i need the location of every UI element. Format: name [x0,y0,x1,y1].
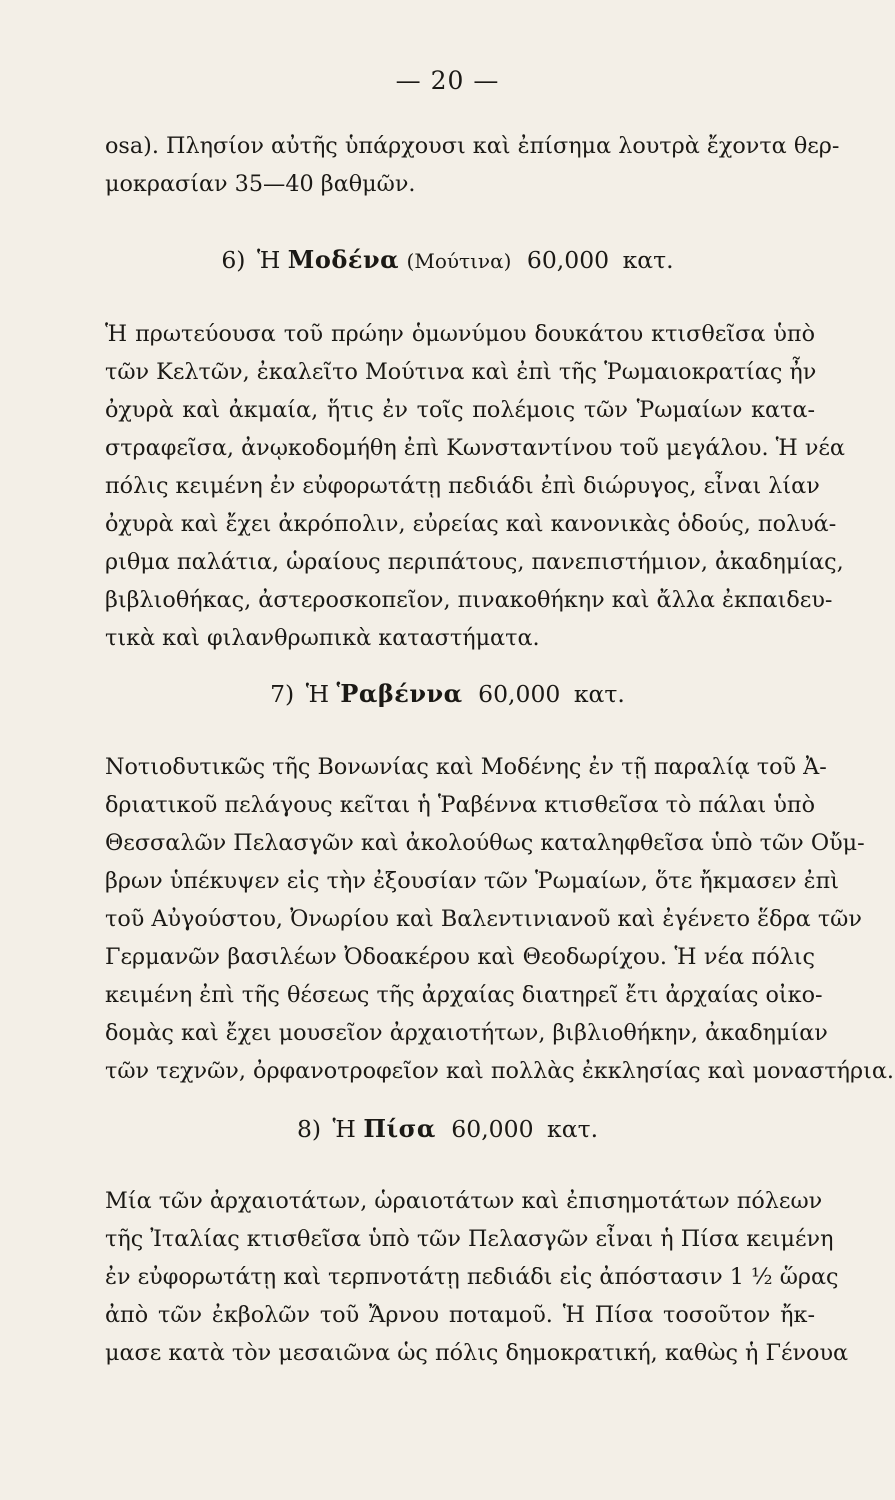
text-line: στραφεῖσα, ἀνῳκοδομήθη ἐπὶ Κωνσταντίνου τοῦ μεγάλου. Ἡ νέα [105,435,845,461]
population-unit: κατ. [573,680,625,708]
text-line: ριθμα παλάτια, ὡραίους περιπάτους, πανεπιστήμιον, ἀκαδημίας, [105,549,844,575]
paragraph-pisa [105,1182,849,1372]
text-line: Ἡ πρωτεύουσα τοῦ πρώην ὁμωνύμου δουκάτου κτισθεῖσα ὑπὸ [105,321,815,347]
text-line: πόλις κειμένη ἐν εὐφορωτάτῃ πεδιάδι ἐπὶ διώρυγος, εἶναι λίαν [105,473,820,499]
text-line: τῆς Ἰταλίας κτισθεῖσα ὑπὸ τῶν Πελασγῶν εἶναι ἡ Πίσα κειμένη [105,1226,834,1252]
intro-paragraph [105,127,840,203]
text-line: Μία τῶν ἀρχαιοτάτων, ὡραιοτάτων καὶ ἐπισημοτάτων πόλεων [105,1188,823,1214]
text-line: μασε κατὰ τὸν μεσαιῶνα ὡς πόλις δημοκρατική, καθὼς ἡ Γένουα [105,1340,849,1366]
section-article: Ἡ [332,1115,356,1143]
text-line: Γερμανῶν βασιλέων Ὀδοακέρου καὶ Θεοδωρίχου. Ἡ νέα πόλις [105,944,815,970]
text-line: Νοτιοδυτικῶς τῆς Βονωνίας καὶ Μοδένης ἐν τῇ παραλίᾳ τοῦ Ἀ- [105,754,827,780]
text-line: βιβλιοθήκας, ἀστεροσκοπεῖον, πινακοθήκην καὶ ἄλλα ἐκπαιδευ- [105,587,833,613]
paragraph-modena [105,315,845,657]
section-article: Ἡ [305,680,330,708]
city-name: Μοδένα [287,245,400,274]
population: 60,000 [478,680,561,708]
text-line: μοκρασίαν 35—40 βαθμῶν. [105,171,416,197]
text-line: τικὰ καὶ φιλανθρωπικὰ καταστήματα. [105,625,540,651]
section-article: Ἡ [256,246,281,274]
section-number: 7) [270,680,295,708]
text-line: βρων ὑπέκυψεν εἰς τὴν ἐξουσίαν τῶν Ῥωμαίων, ὅτε ἤκμασεν ἐπὶ [105,868,840,894]
section-heading-ravenna [0,674,895,714]
section-number: 8) [296,1115,322,1143]
population: 60,000 [451,1115,534,1143]
population-unit: κατ. [547,1115,599,1143]
text-line: κειμένη ἐπὶ τῆς θέσεως τῆς ἀρχαίας διατηρεῖ ἔτι ἀρχαίας οἰκο- [105,982,823,1008]
text-line: τοῦ Αὐγούστου, Ὀνωρίου καὶ Βαλεντινιανοῦ καὶ ἐγένετο ἕδρα τῶν [105,906,862,932]
section-heading-modena [0,240,895,280]
section-heading-pisa [0,1109,895,1149]
text-line: τῶν Κελτῶν, ἐκαλεῖτο Μούτινα καὶ ἐπὶ τῆς Ῥωμαιοκρατίας ἦν [105,359,817,385]
city-name: Ῥαβέννα [336,679,463,708]
text-line: ἐν εὐφορωτάτῃ καὶ τερπνοτάτῃ πεδιάδι εἰς ἀπόστασιν 1 ½ ὥρας [105,1264,839,1290]
page-number: — 20 — [395,66,500,95]
text-line: τῶν τεχνῶν, ὀρφανοτροφεῖον καὶ πολλὰς ἐκκλησίας καὶ μοναστήρια. [105,1058,895,1084]
text-line: Θεσσαλῶν Πελασγῶν καὶ ἀκολούθως καταληφθεῖσα ὑπὸ τῶν Οὔμ- [105,830,865,856]
section-number: 6) [221,246,246,274]
text-line: osa). Πλησίον αὐτῆς ὑπάρχουσι καὶ ἐπίσημα λουτρὰ ἔχοντα θερ- [105,133,840,159]
paragraph-ravenna [105,748,895,1090]
city-name: Πίσα [363,1114,436,1143]
population-unit: κατ. [622,246,674,274]
text-line: δριατικοῦ πελάγους κεῖται ἡ Ῥαβέννα κτισθεῖσα τὸ πάλαι ὑπὸ [105,792,815,818]
text-line: ἀπὸ τῶν ἐκβολῶν τοῦ Ἄρνου ποταμοῦ. Ἡ Πίσα τοσοῦτον ἤκ- [105,1302,815,1328]
text-line: ὀχυρὰ καὶ ἔχει ἀκρόπολιν, εὐρείας καὶ κανονικὰς ὁδούς, πολυά- [105,511,837,537]
text-line: δομὰς καὶ ἔχει μουσεῖον ἀρχαιοτήτων, βιβλιοθήκην, ἀκαδημίαν [105,1020,828,1046]
text-line: ὀχυρὰ καὶ ἀκμαία, ἥτις ἐν τοῖς πολέμοις τῶν Ῥωμαίων κατα- [105,397,815,423]
city-alt-name: (Μούτινα) [406,249,512,273]
population: 60,000 [526,246,610,274]
